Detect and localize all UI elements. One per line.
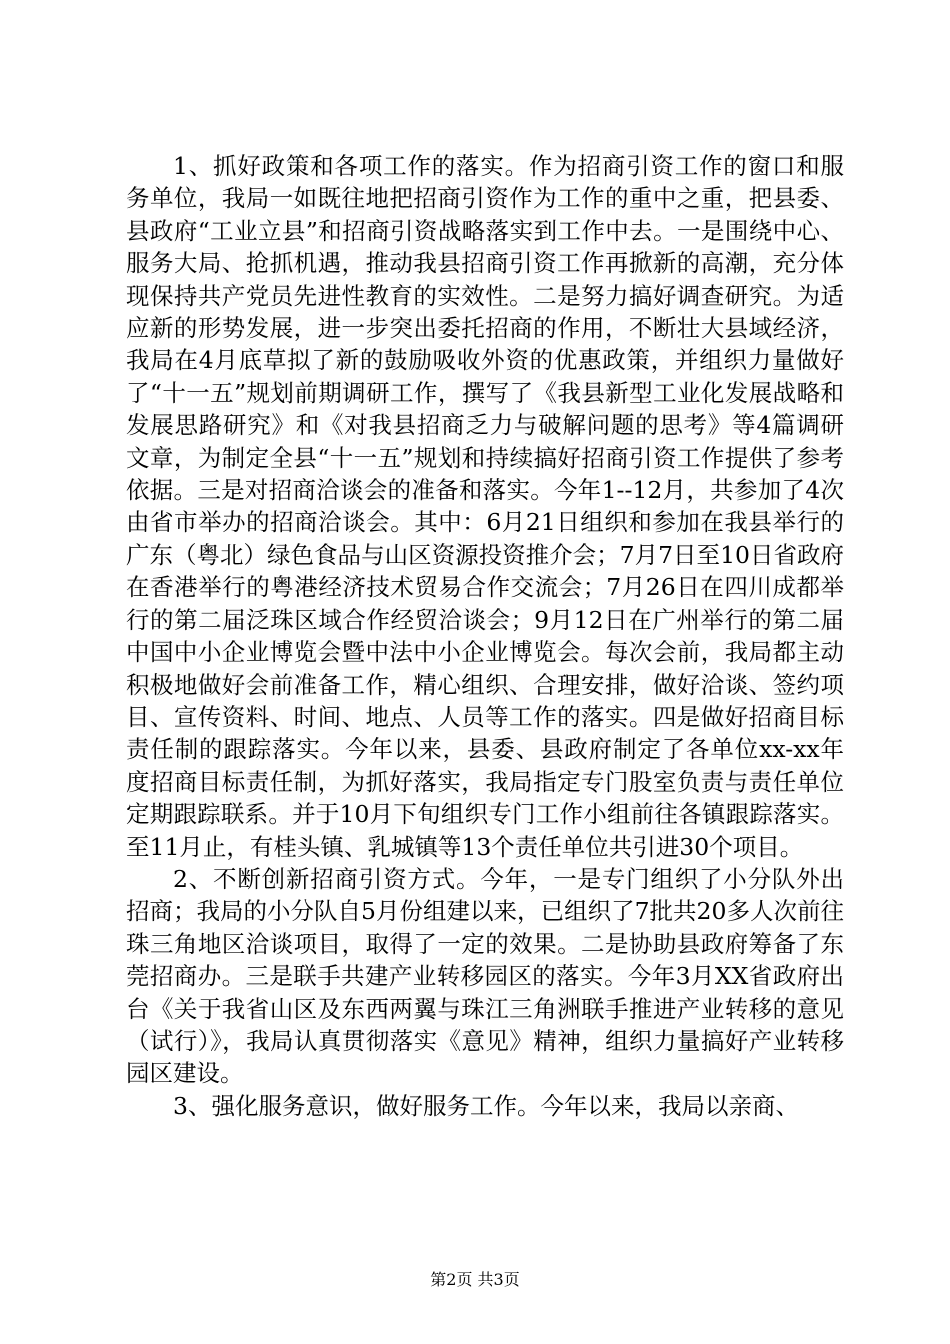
document-body <box>126 150 844 1122</box>
page-footer: 第2页 共3页 <box>430 1270 520 1289</box>
paragraph-2: 2、不断创新招商引资方式。今年，一是专门组织了小分队外出招商；我局的小分队自5月份组建以来，已组织了7批共20多人次前往珠三角地区洽谈项目，取得了一定的效果。二是协助县政府筹备了东莞招商办。三是联手共建产业转移园区的落实。今年3月XX省政府出台《关于我省山区及东西两翼与珠江三角洲联手推进产业转移的意见（试行）》，我局认真贯彻落实《意见》精神，组织力量搞好产业转移园区建设。 <box>126 864 844 1088</box>
paragraph-3: 3、强化服务意识，做好服务工作。今年以来，我局以亲商、 <box>173 1091 799 1120</box>
paragraph-1: 1、抓好政策和各项工作的落实。作为招商引资工作的窗口和服务单位，我局一如既往地把招商引资作为工作的重中之重，把县委、县政府“工业立县”和招商引资战略落实到工作中去。一是围绕中心、服务大局、抢抓机遇，推动我县招商引资工作再掀新的高潮，充分体现保持共产党员先进性教育的实效性。二是努力搞好调查研究。为适应新的形势发展，进一步突出委托招商的作用，不断壮大县域经济，我局在4月底草拟了新的鼓励吸收外资的优惠政策，并组织力量做好了“十一五”规划前期调研工作，撰写了《我县新型工业化发展战略和发展思路研究》和《对我县招商乏力与破解问题的思考》等4篇调研文章，为制定全县“十一五”规划和持续搞好招商引资工作提供了参考依据。三是对招商洽谈会的准备和落实。今年1--12月，共参加了4次由省市举办的招商洽谈会。其中：6月21日组织和参加在我县举行的广东（粤北）绿色食品与山区资源投资推介会；7月7日至10日省政府在香港举行的粤港经济技术贸易合作交流会；7月26日在四川成都举行的第二届泛珠区域合作经贸洽谈会；9月12日在广州举行的第二届中国中小企业博览会暨中法中小企业博览会。每次会前，我局都主动积极地做好会前准备工作，精心组织、合理安排，做好洽谈、签约项目、宣传资料、时间、地点、人员等工作的落实。四是做好招商目标责任制的跟踪落实。今年以来，县委、县政府制定了各单位xx-xx年度招商目标责任制，为抓好落实，我局指定专门股室负责与责任单位定期跟踪联系。并于10月下旬组织专门工作小组前往各镇跟踪落实。至11月止，有桂头镇、乳城镇等13个责任单位共引进30个项目。 <box>126 152 844 861</box>
